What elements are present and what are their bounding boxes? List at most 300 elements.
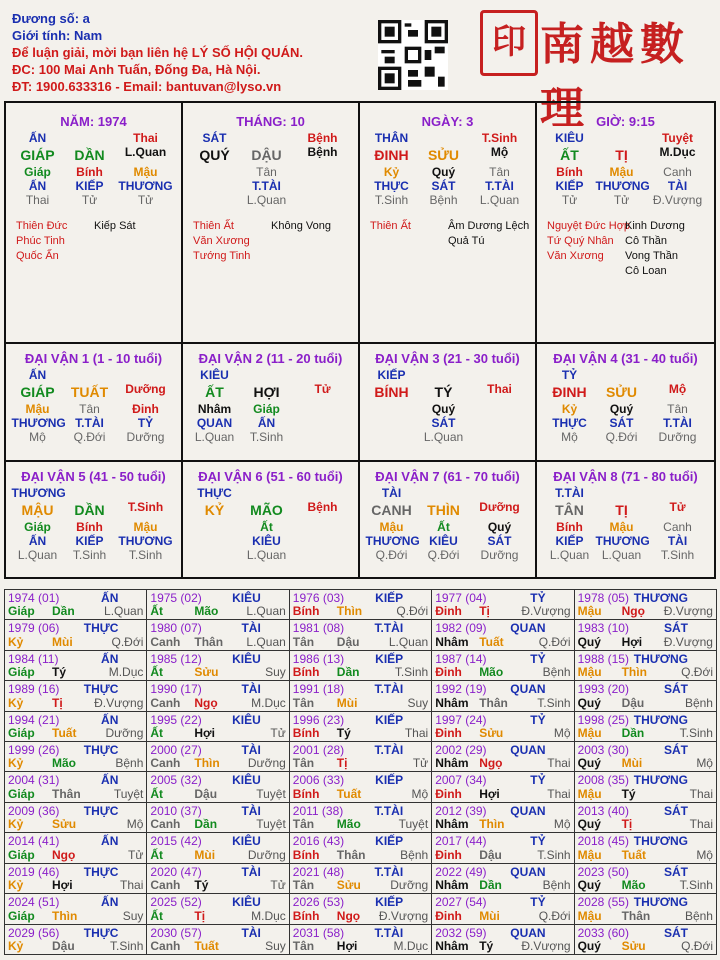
- year-ten-god: ẤN: [101, 773, 119, 788]
- year-ten-god: TỶ: [530, 712, 546, 727]
- hidden-stem: Mậu: [379, 520, 404, 534]
- year-stem: Kỷ: [8, 634, 24, 649]
- stem-ten-god: THÂN: [374, 131, 409, 145]
- year-stem: Đinh: [435, 786, 462, 801]
- year-branch: Ngọ: [336, 908, 361, 923]
- hidden-stage: [293, 193, 353, 207]
- unlucky-star: Cô Thần: [625, 235, 667, 247]
- spacer: [64, 131, 116, 145]
- earthly-branch: DẬU: [251, 147, 282, 163]
- decade-branch: HỢI: [253, 384, 280, 400]
- year-ten-god: KIẾP: [375, 651, 404, 666]
- hidden-ten-god: SÁT: [487, 534, 512, 548]
- decade-stage: Thai: [487, 382, 512, 396]
- decade-hidden-row: [183, 402, 358, 416]
- pillar-main-row: [6, 145, 181, 165]
- hidden-ten-god: KIẾP: [555, 179, 584, 193]
- decade-stage-row: [537, 548, 714, 562]
- year-cell: [432, 590, 574, 620]
- year-ten-god: T.TÀI: [374, 803, 404, 818]
- year-stem: Bính: [292, 604, 320, 619]
- year-ten-god: TÀI: [241, 682, 261, 697]
- year-ten-god: SÁT: [663, 925, 688, 940]
- hidden-stage: L.Quan: [246, 193, 287, 207]
- year-branch: Dần: [194, 817, 218, 832]
- decade-main-row: [360, 500, 535, 520]
- hidden-stem: [189, 520, 241, 534]
- year-cell: [147, 864, 289, 894]
- year-label: 2019 (46): [8, 864, 60, 879]
- year-ten-god: ẤN: [101, 651, 119, 666]
- year-branch: Thân: [479, 695, 508, 710]
- spacer: [648, 486, 708, 500]
- hidden-stem: Kỷ: [561, 402, 578, 416]
- hidden-stage: Mộ: [29, 430, 46, 444]
- decade-cell: [6, 344, 183, 462]
- year-label: 2025 (52): [150, 895, 202, 910]
- auxiliary-stars: [360, 219, 535, 247]
- year-label: 1984 (11): [8, 651, 59, 666]
- hidden-ten-god: SÁT: [431, 179, 456, 193]
- lucky-star: Thiên Đức: [16, 220, 68, 232]
- lucky-star: Văn Xương: [547, 250, 604, 262]
- year-cell: [432, 620, 574, 650]
- year-branch: Ngọ: [194, 695, 218, 710]
- hidden-stage: [189, 548, 241, 562]
- year-stage: Suy: [122, 908, 144, 923]
- hidden-stem: Quý: [431, 402, 456, 416]
- decade-star-row: [360, 368, 535, 382]
- hidden-stage: Tử: [613, 193, 630, 207]
- hidden-stage: Tử: [561, 193, 578, 207]
- lucky-star: Quốc Ấn: [16, 250, 59, 262]
- right-stars: [94, 219, 181, 234]
- year-branch: Tuất: [52, 726, 77, 741]
- hidden-ten-god: ẤN: [28, 179, 47, 193]
- spacer: [596, 368, 648, 382]
- year-branch: Sửu: [52, 817, 77, 832]
- spacer: [241, 368, 293, 382]
- decade-title: ĐẠI VẬN 6 (51 - 60 tuổi): [198, 469, 343, 484]
- auxiliary-stars: [183, 219, 358, 262]
- year-stage: M.Dục: [393, 938, 429, 953]
- pillar-star-row: [6, 131, 181, 145]
- hidden-gods-row: [6, 179, 181, 193]
- hidden-ten-god: THƯƠNG: [11, 416, 66, 430]
- year-stage: Tuyệt: [256, 786, 286, 801]
- year-cell: [290, 681, 432, 711]
- decade-stem: KỶ: [204, 502, 225, 518]
- year-cell: [290, 772, 432, 802]
- decade-title: ĐẠI VẬN 2 (11 - 20 tuổi): [198, 351, 343, 366]
- year-cell: [575, 833, 717, 863]
- year-stem: Nhâm: [435, 817, 469, 832]
- pillar-quality: M.Dục: [659, 145, 696, 159]
- year-stem: Bính: [292, 726, 320, 741]
- year-stem: Quý: [577, 817, 601, 832]
- year-ten-god: KIÊU: [232, 712, 261, 727]
- year-ten-god: ẤN: [101, 834, 119, 849]
- year-branch: Ngọ: [52, 847, 76, 862]
- decade-stage: Dưỡng: [479, 500, 520, 514]
- lucky-star: Nguyệt Đức Hợp: [547, 220, 631, 232]
- year-ten-god: THƯƠNG: [633, 773, 688, 788]
- decade-main-row: [537, 382, 714, 402]
- year-ten-god: KIẾP: [375, 834, 404, 849]
- decade-stem: TÂN: [555, 502, 584, 518]
- hidden-gods-row: [537, 179, 714, 193]
- right-stars: [271, 219, 358, 234]
- spacer: [596, 486, 648, 500]
- contact-line-2: ĐC: 100 Mai Anh Tuấn, Đống Đa, Hà Nội.: [12, 62, 261, 77]
- year-stem: Đinh: [435, 604, 462, 619]
- year-label: 2017 (44): [435, 834, 487, 849]
- decade-cell: [183, 462, 360, 577]
- decade-hidden-row: [537, 402, 714, 416]
- year-ten-god: T.TÀI: [374, 925, 404, 940]
- year-label: 1981 (08): [292, 621, 345, 636]
- year-ten-god: TÀI: [241, 925, 261, 940]
- decade-ten-god: KIẾP: [377, 368, 406, 382]
- year-stage: Bệnh: [542, 878, 571, 893]
- year-label: 1979 (06): [8, 621, 60, 636]
- year-stem: Ất: [150, 786, 164, 801]
- year-ten-god: SÁT: [663, 682, 688, 697]
- spacer: [116, 368, 176, 382]
- decade-stage: T.Sinh: [127, 500, 164, 514]
- year-cell: [432, 803, 574, 833]
- year-ten-god: THƯƠNG: [633, 895, 688, 910]
- decade-stage-row: [6, 548, 181, 562]
- year-cell: [575, 681, 717, 711]
- year-stem: Giáp: [8, 726, 35, 741]
- year-label: 2016 (43): [292, 834, 345, 849]
- year-stem: Tân: [292, 938, 315, 953]
- year-stage: Tử: [270, 726, 286, 741]
- year-stem: Quý: [577, 878, 601, 893]
- year-stage: M.Dục: [251, 908, 286, 923]
- lucky-star: Tứ Quý Nhân: [547, 235, 614, 247]
- decade-gods-row: [537, 416, 714, 430]
- year-label: 1988 (15): [577, 651, 629, 666]
- hidden-stems-row: [183, 165, 358, 179]
- year-stage: Mộ: [696, 756, 713, 771]
- decade-cell: [183, 344, 360, 462]
- right-stars: [448, 219, 535, 247]
- hidden-stage: T.Sinh: [72, 548, 107, 562]
- pillar-star-row: [183, 131, 358, 145]
- decade-main-row: [183, 382, 358, 402]
- spacer: [293, 368, 353, 382]
- hidden-stem: Quý: [487, 520, 512, 534]
- year-branch: Dần: [621, 726, 645, 741]
- year-cell: [290, 620, 432, 650]
- year-label: 1977 (04): [435, 591, 487, 605]
- hidden-stage-row: [6, 193, 181, 207]
- decade-stage: Mộ: [668, 382, 687, 396]
- year-stage: Dưỡng: [390, 878, 429, 893]
- hidden-ten-god: SÁT: [431, 416, 456, 430]
- decade-stage-row: [360, 430, 535, 444]
- spacer: [64, 368, 116, 382]
- year-cell: [147, 620, 289, 650]
- lucky-star: Tướng Tinh: [193, 250, 251, 262]
- hidden-stage: Đ.Vượng: [652, 193, 703, 207]
- year-cell: [432, 651, 574, 681]
- year-branch: Thân: [194, 634, 224, 649]
- decade-hidden-row: [360, 402, 535, 416]
- year-branch: Mão: [479, 665, 504, 680]
- year-label: 2008 (35): [577, 773, 629, 788]
- pillar-quality: Mộ: [490, 145, 509, 159]
- year-label: 2014 (41): [8, 834, 60, 849]
- year-cell: [5, 620, 147, 650]
- year-ten-god: ẤN: [101, 591, 119, 605]
- pillar-star-row: [537, 131, 714, 145]
- year-label: 2013 (40): [577, 803, 629, 818]
- pillar-title: THÁNG: 10: [236, 114, 305, 129]
- hidden-stem: Tân: [79, 402, 100, 416]
- year-label: 2028 (55): [577, 895, 629, 910]
- branch-stage: Bệnh: [307, 131, 338, 145]
- hidden-stage-row: [537, 193, 714, 207]
- decade-title: ĐẠI VẬN 7 (61 - 70 tuổi): [375, 469, 520, 484]
- pillar-main-row: [183, 145, 358, 165]
- hidden-stage: Mộ: [561, 430, 578, 444]
- year-cell: [575, 803, 717, 833]
- red-seal: 印: [480, 10, 538, 76]
- decade-gods-row: [183, 416, 358, 430]
- year-cell: [432, 864, 574, 894]
- decade-cell: [360, 462, 537, 577]
- year-stem: Nhâm: [435, 756, 469, 771]
- year-stage: Dưỡng: [105, 726, 144, 741]
- hidden-stage: [189, 193, 241, 207]
- year-label: 1992 (19): [435, 682, 487, 697]
- year-stage: Đ.Vượng: [94, 695, 144, 710]
- year-ten-god: QUAN: [510, 743, 546, 758]
- pillar-quality: Bệnh: [307, 145, 338, 159]
- year-stage: Thai: [120, 878, 144, 893]
- year-branch: Sửu: [194, 665, 219, 680]
- year-branch: Dần: [479, 878, 502, 893]
- year-label: 2012 (39): [435, 803, 487, 818]
- hidden-stem: Giáp: [24, 520, 51, 534]
- year-cell: [5, 590, 147, 620]
- year-stage: L.Quan: [246, 634, 286, 649]
- hidden-stem: [293, 402, 353, 416]
- year-branch: Thìn: [621, 665, 647, 680]
- hidden-stem: Giáp: [24, 165, 51, 179]
- unlucky-star: Quả Tú: [448, 235, 485, 247]
- year-cell: [5, 772, 147, 802]
- year-branch: Tý: [336, 726, 351, 741]
- decade-branch: TÝ: [434, 384, 453, 400]
- hidden-ten-god: QUAN: [196, 416, 233, 430]
- year-stage: Q.Đới: [111, 634, 144, 649]
- year-branch: Thân: [336, 847, 366, 862]
- year-label: 1985 (12): [150, 651, 202, 666]
- year-label: 1987 (14): [435, 651, 487, 666]
- hidden-ten-god: THƯƠNG: [118, 179, 173, 193]
- spacer: [418, 486, 470, 500]
- year-stem: Ất: [150, 847, 164, 862]
- year-stem: Canh: [150, 634, 181, 649]
- year-ten-god: SÁT: [663, 803, 688, 818]
- year-cell: [575, 864, 717, 894]
- heavenly-stem: GIÁP: [20, 147, 55, 163]
- hidden-stem: Đinh: [132, 402, 159, 416]
- branch-stage: Thai: [133, 131, 158, 145]
- decade-ten-god: ẤN: [28, 368, 47, 382]
- year-branch: Hợi: [52, 878, 73, 893]
- hidden-stem: Mậu: [133, 165, 158, 179]
- year-cell: [432, 772, 574, 802]
- decade-stage-row: [537, 430, 714, 444]
- year-ten-god: T.TÀI: [374, 682, 404, 697]
- year-ten-god: TỶ: [530, 834, 546, 849]
- decade-branch: TUẤT: [70, 384, 109, 400]
- hidden-gods-row: [183, 179, 358, 193]
- hidden-ten-god: TÀI: [667, 534, 688, 548]
- contact-line-1: Để luận giải, mời bạn liên hệ LÝ SỐ HỘI QUÁN.: [12, 45, 303, 60]
- year-cell: [290, 590, 432, 620]
- spacer: [596, 131, 648, 145]
- year-ten-god: THỰC: [83, 803, 119, 818]
- year-cell: [147, 742, 289, 772]
- year-stage: Thai: [689, 786, 713, 801]
- hidden-stem: [470, 402, 530, 416]
- year-ten-god: T.TÀI: [374, 864, 404, 879]
- year-ten-god: TỶ: [530, 591, 546, 605]
- heavenly-stem: QUÝ: [199, 147, 230, 163]
- hidden-stem: [293, 165, 353, 179]
- year-stem: Canh: [150, 695, 181, 710]
- hidden-stem: Mậu: [133, 520, 158, 534]
- year-stage: Mộ: [126, 817, 144, 832]
- year-label: 2009 (36): [8, 803, 60, 818]
- year-stage: Mộ: [696, 847, 713, 862]
- year-branch: Ngọ: [621, 604, 645, 619]
- decade-gods-row: [183, 534, 358, 548]
- heavenly-stem: ĐINH: [374, 147, 409, 163]
- chart-grid: [4, 101, 716, 579]
- year-branch: Hợi: [479, 786, 500, 801]
- year-stem: Tân: [292, 878, 315, 893]
- year-branch: Tị: [479, 604, 490, 619]
- year-stage: Đ.Vượng: [521, 938, 571, 953]
- pillar-cell: [183, 103, 360, 344]
- year-cell: [147, 894, 289, 924]
- year-stage: Tử: [412, 756, 429, 771]
- decade-gods-row: [360, 534, 535, 548]
- stem-ten-god: SÁT: [202, 131, 227, 145]
- hidden-stem: [366, 402, 418, 416]
- hidden-stem: Ất: [437, 520, 450, 534]
- hidden-stage: Q.Đới: [73, 430, 106, 444]
- pillar-main-row: [360, 145, 535, 165]
- year-branch: Mão: [194, 604, 219, 619]
- year-branch: Tuất: [194, 938, 219, 953]
- year-label: 2003 (30): [577, 743, 629, 758]
- hidden-stem: [293, 520, 353, 534]
- year-stem: Bính: [292, 665, 320, 680]
- year-ten-god: KIÊU: [232, 895, 261, 910]
- year-label: 2010 (37): [150, 803, 202, 818]
- hidden-stem: Canh: [663, 165, 692, 179]
- stem-ten-god: ẤN: [28, 131, 47, 145]
- year-stem: Kỷ: [8, 938, 24, 953]
- hidden-gods-row: [360, 179, 535, 193]
- unlucky-star: Vong Thần: [625, 250, 679, 262]
- year-label: 2006 (33): [292, 773, 345, 788]
- year-label: 1994 (21): [8, 712, 60, 727]
- year-label: 2007 (34): [435, 773, 487, 788]
- year-label: 2023 (50): [577, 864, 629, 879]
- year-stem: Nhâm: [435, 634, 469, 649]
- year-branch: Dần: [336, 665, 360, 680]
- pillar-star-row: [360, 131, 535, 145]
- year-stage: T.Sinh: [394, 665, 429, 680]
- year-cell: [432, 712, 574, 742]
- year-stem: Nhâm: [435, 878, 469, 893]
- earthly-branch: DẦN: [74, 147, 105, 163]
- year-ten-god: THƯƠNG: [633, 651, 688, 666]
- decade-star-row: [6, 368, 181, 382]
- decade-branch: TỊ: [615, 502, 628, 518]
- qr-code-icon: [378, 20, 448, 90]
- year-stage: Bệnh: [115, 756, 144, 771]
- year-stem: Ất: [150, 604, 164, 619]
- hidden-stage: Tử: [81, 193, 98, 207]
- year-ten-god: KIẾP: [375, 712, 404, 727]
- year-stem: Giáp: [8, 604, 35, 619]
- hidden-stage: T.Sinh: [660, 548, 695, 562]
- year-ten-god: QUAN: [510, 682, 546, 697]
- hidden-stage: L.Quan: [479, 193, 520, 207]
- year-ten-god: QUAN: [510, 621, 546, 636]
- year-label: 2021 (48): [292, 864, 345, 879]
- hidden-stem: Kỷ: [383, 165, 400, 179]
- year-cell: [575, 925, 717, 955]
- pillar-title: NĂM: 1974: [60, 114, 127, 129]
- hidden-ten-god: KIẾP: [75, 179, 104, 193]
- decade-cell: [360, 344, 537, 462]
- year-stem: Quý: [577, 634, 601, 649]
- year-stage: M.Dục: [108, 665, 144, 680]
- year-label: 2026 (53): [292, 895, 345, 910]
- year-stem: Bính: [292, 908, 320, 923]
- year-cell: [5, 681, 147, 711]
- decade-star-row: [183, 486, 358, 500]
- hidden-stem: Bính: [76, 165, 103, 179]
- hidden-stem: Tân: [489, 165, 510, 179]
- decade-gods-row: [360, 416, 535, 430]
- hidden-stage: Tử: [137, 193, 154, 207]
- year-stage: Đ.Vượng: [378, 908, 429, 923]
- year-ten-god: TỶ: [530, 773, 546, 788]
- year-stem: Kỷ: [8, 695, 24, 710]
- year-cell: [5, 651, 147, 681]
- hidden-ten-god: TÀI: [667, 179, 688, 193]
- year-stage: Q.Đới: [396, 604, 429, 619]
- year-branch: Ngọ: [479, 756, 503, 771]
- decade-cell: [537, 462, 714, 577]
- year-cell: [147, 590, 289, 620]
- year-label: 1991 (18): [292, 682, 345, 697]
- year-label: 1997 (24): [435, 712, 487, 727]
- year-branch: Hợi: [621, 634, 643, 649]
